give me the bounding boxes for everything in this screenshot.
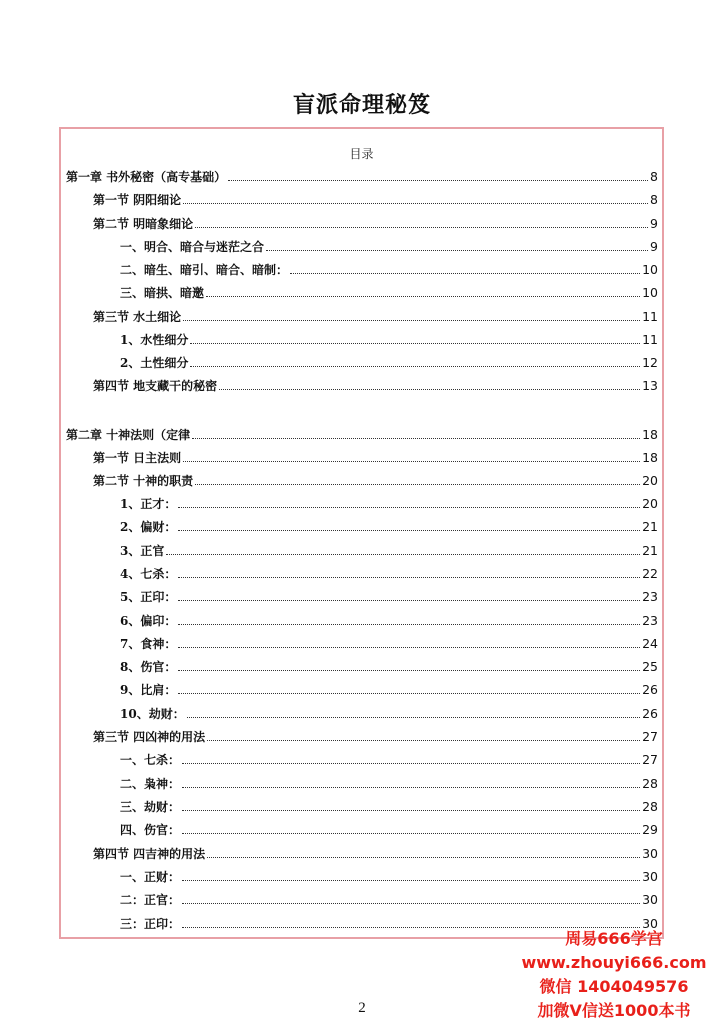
toc-leader-dots <box>182 809 640 811</box>
toc-entry-label: 10、劫财： <box>120 707 185 721</box>
toc-entry[interactable] <box>120 656 658 674</box>
toc-entry-label: 三：正印： <box>120 917 181 931</box>
toc-entry[interactable] <box>120 866 658 884</box>
toc-entry-label: 5、正印： <box>120 590 177 604</box>
toc-entry[interactable] <box>93 447 658 465</box>
toc-leader-dots <box>219 388 640 390</box>
toc-entry[interactable] <box>120 819 658 837</box>
toc-entry[interactable] <box>120 773 658 791</box>
toc-leader-dots <box>178 529 640 531</box>
toc-entry-page: 28 <box>642 799 658 814</box>
toc-leader-dots <box>178 692 640 694</box>
toc-leader-dots <box>206 295 640 297</box>
toc-entry[interactable] <box>93 306 658 324</box>
toc-leader-dots <box>166 553 640 555</box>
toc-entry-page: 8 <box>650 192 658 207</box>
toc-entry-label: 第一节 阴阳细论 <box>93 193 182 207</box>
toc-entry-page: 29 <box>642 822 658 837</box>
toc-leader-dots <box>182 786 640 788</box>
toc-leader-dots <box>190 342 640 344</box>
toc-leader-dots <box>182 902 640 904</box>
toc-entry-page: 30 <box>642 869 658 884</box>
toc-entry-label: 8、伤官： <box>120 660 177 674</box>
watermark-line-3: 微信 1404049576 <box>539 977 689 996</box>
toc-leader-dots <box>178 576 640 578</box>
toc-leader-dots <box>207 856 640 858</box>
toc-entry[interactable] <box>120 749 658 767</box>
toc-leader-dots <box>266 249 648 251</box>
toc-entry-page: 21 <box>642 519 658 534</box>
toc-entry-label: 第二章 十神法则（定律 <box>66 428 191 442</box>
toc-entry-page: 8 <box>650 169 658 184</box>
toc-entry-page: 9 <box>650 239 658 254</box>
toc-entry-label: 9、比肩： <box>120 683 177 697</box>
toc-entry-page: 25 <box>642 659 658 674</box>
toc-entry[interactable] <box>120 493 658 511</box>
toc-entry-label: 2、偏财： <box>120 520 177 534</box>
watermark-line-1: 周易666学宫 <box>565 929 663 948</box>
toc-entry-label: 第四节 地支藏干的秘密 <box>93 379 218 393</box>
toc-entry-label: 一、七杀： <box>120 753 181 767</box>
toc-entry[interactable] <box>120 563 658 581</box>
toc-entry-page: 20 <box>642 473 658 488</box>
toc-entry[interactable] <box>120 633 658 651</box>
toc-leader-dots <box>178 623 640 625</box>
toc-leader-dots <box>178 669 640 671</box>
toc-leader-dots <box>187 716 640 718</box>
watermark <box>514 927 714 1023</box>
toc-entry-label: 6、偏印： <box>120 614 177 628</box>
toc-entry-label: 第三节 水土细论 <box>93 310 182 324</box>
toc-leader-dots <box>228 179 648 181</box>
toc-leader-dots <box>183 202 648 204</box>
toc-entry-page: 18 <box>642 427 658 442</box>
toc-entry-label: 4、七杀： <box>120 567 177 581</box>
toc-entry-label: 二：正官： <box>120 893 181 907</box>
toc-leader-dots <box>182 762 640 764</box>
toc-entry[interactable] <box>120 610 658 628</box>
toc-entry[interactable] <box>93 189 658 207</box>
toc-entry-label: 1、水性细分 <box>120 333 189 347</box>
toc-entry[interactable] <box>93 375 658 393</box>
toc-entry-page: 10 <box>642 285 658 300</box>
toc-entry[interactable] <box>120 352 658 370</box>
toc-entry-label: 三、劫财： <box>120 800 181 814</box>
toc-entry-page: 13 <box>642 378 658 393</box>
toc-entry-page: 26 <box>642 682 658 697</box>
toc-entry-page: 23 <box>642 589 658 604</box>
toc-entry-page: 30 <box>642 892 658 907</box>
toc-entry-page: 22 <box>642 566 658 581</box>
toc-leader-dots <box>190 365 640 367</box>
toc-entry-page: 11 <box>642 309 658 324</box>
toc-entry[interactable] <box>120 703 658 721</box>
watermark-line-4: 加微V信送1000本书 <box>537 1001 691 1020</box>
toc-entry-label: 三、暗拱、暗邀 <box>120 286 205 300</box>
toc-entry-page: 10 <box>642 262 658 277</box>
toc-entry-label: 2、土性细分 <box>120 356 189 370</box>
toc-leader-dots <box>195 483 640 485</box>
toc-entry-page: 30 <box>642 846 658 861</box>
toc-entry-page: 12 <box>642 355 658 370</box>
toc-leader-dots <box>290 272 640 274</box>
toc-entry[interactable] <box>120 796 658 814</box>
toc-leader-dots <box>178 646 640 648</box>
toc-leader-dots <box>182 832 640 834</box>
toc-entry[interactable] <box>93 470 658 488</box>
toc-entry-label: 3、正官 <box>120 544 165 558</box>
toc-entry-page: 9 <box>650 216 658 231</box>
page-number: 2 <box>358 1000 366 1016</box>
watermark-line-2: www.zhouyi666.com <box>521 953 707 972</box>
toc-entry-label: 第四节 四吉神的用法 <box>93 847 206 861</box>
toc-entry-label: 一、正财： <box>120 870 181 884</box>
toc-entry[interactable] <box>120 516 658 534</box>
toc-entry-label: 1、正才： <box>120 497 177 511</box>
toc-leader-dots <box>182 879 640 881</box>
toc-leader-dots <box>183 460 640 462</box>
toc-entry[interactable] <box>120 236 658 254</box>
toc-entry-page: 26 <box>642 706 658 721</box>
toc-entry-label: 第二节 十神的职责 <box>93 474 194 488</box>
toc-entry[interactable] <box>66 424 658 442</box>
toc-leader-dots <box>195 226 648 228</box>
toc-entry[interactable] <box>120 889 658 907</box>
toc-entry-page: 20 <box>642 496 658 511</box>
toc-entry[interactable] <box>120 586 658 604</box>
toc-entry-page: 18 <box>642 450 658 465</box>
toc-entry-page: 23 <box>642 613 658 628</box>
toc-entry[interactable] <box>120 259 658 277</box>
toc-leader-dots <box>178 599 640 601</box>
toc-entry-page: 30 <box>642 916 658 931</box>
document-title: 盲派命理秘笈 <box>292 92 431 118</box>
toc-entry-page: 28 <box>642 776 658 791</box>
toc-leader-dots <box>183 319 640 321</box>
toc-entry[interactable] <box>120 282 658 300</box>
toc-entry-label: 第一节 日主法则 <box>93 451 182 465</box>
toc-entry-label: 第二节 明暗象细论 <box>93 217 194 231</box>
toc-entry[interactable] <box>93 213 658 231</box>
toc-entry[interactable] <box>120 540 658 558</box>
toc-entry-label: 第三节 四凶神的用法 <box>93 730 206 744</box>
toc-entry[interactable] <box>120 329 658 347</box>
toc-leader-dots <box>207 739 640 741</box>
toc-entry-label: 二、枭神： <box>120 777 181 791</box>
toc-entry-label: 二、暗生、暗引、暗合、暗制： <box>120 263 289 277</box>
toc-entry-label: 四、伤官： <box>120 823 181 837</box>
toc-entry-page: 24 <box>642 636 658 651</box>
toc-entry[interactable] <box>93 726 658 744</box>
toc-entry[interactable] <box>120 679 658 697</box>
toc-entry[interactable] <box>93 843 658 861</box>
toc-entry-label: 7、食神： <box>120 637 177 651</box>
toc-leader-dots <box>192 437 640 439</box>
toc-entry-label: 第一章 书外秘密（高专基础） <box>66 170 227 184</box>
toc-entry-page: 27 <box>642 729 658 744</box>
table-of-contents <box>59 127 664 939</box>
toc-entry-label: 一、明合、暗合与迷茫之合 <box>120 240 265 254</box>
toc-entry-page: 27 <box>642 752 658 767</box>
toc-entry-page: 11 <box>642 332 658 347</box>
toc-heading: 目录 <box>349 147 374 161</box>
toc-entry[interactable] <box>66 166 658 184</box>
toc-entry-page: 21 <box>642 543 658 558</box>
toc-leader-dots <box>178 506 640 508</box>
